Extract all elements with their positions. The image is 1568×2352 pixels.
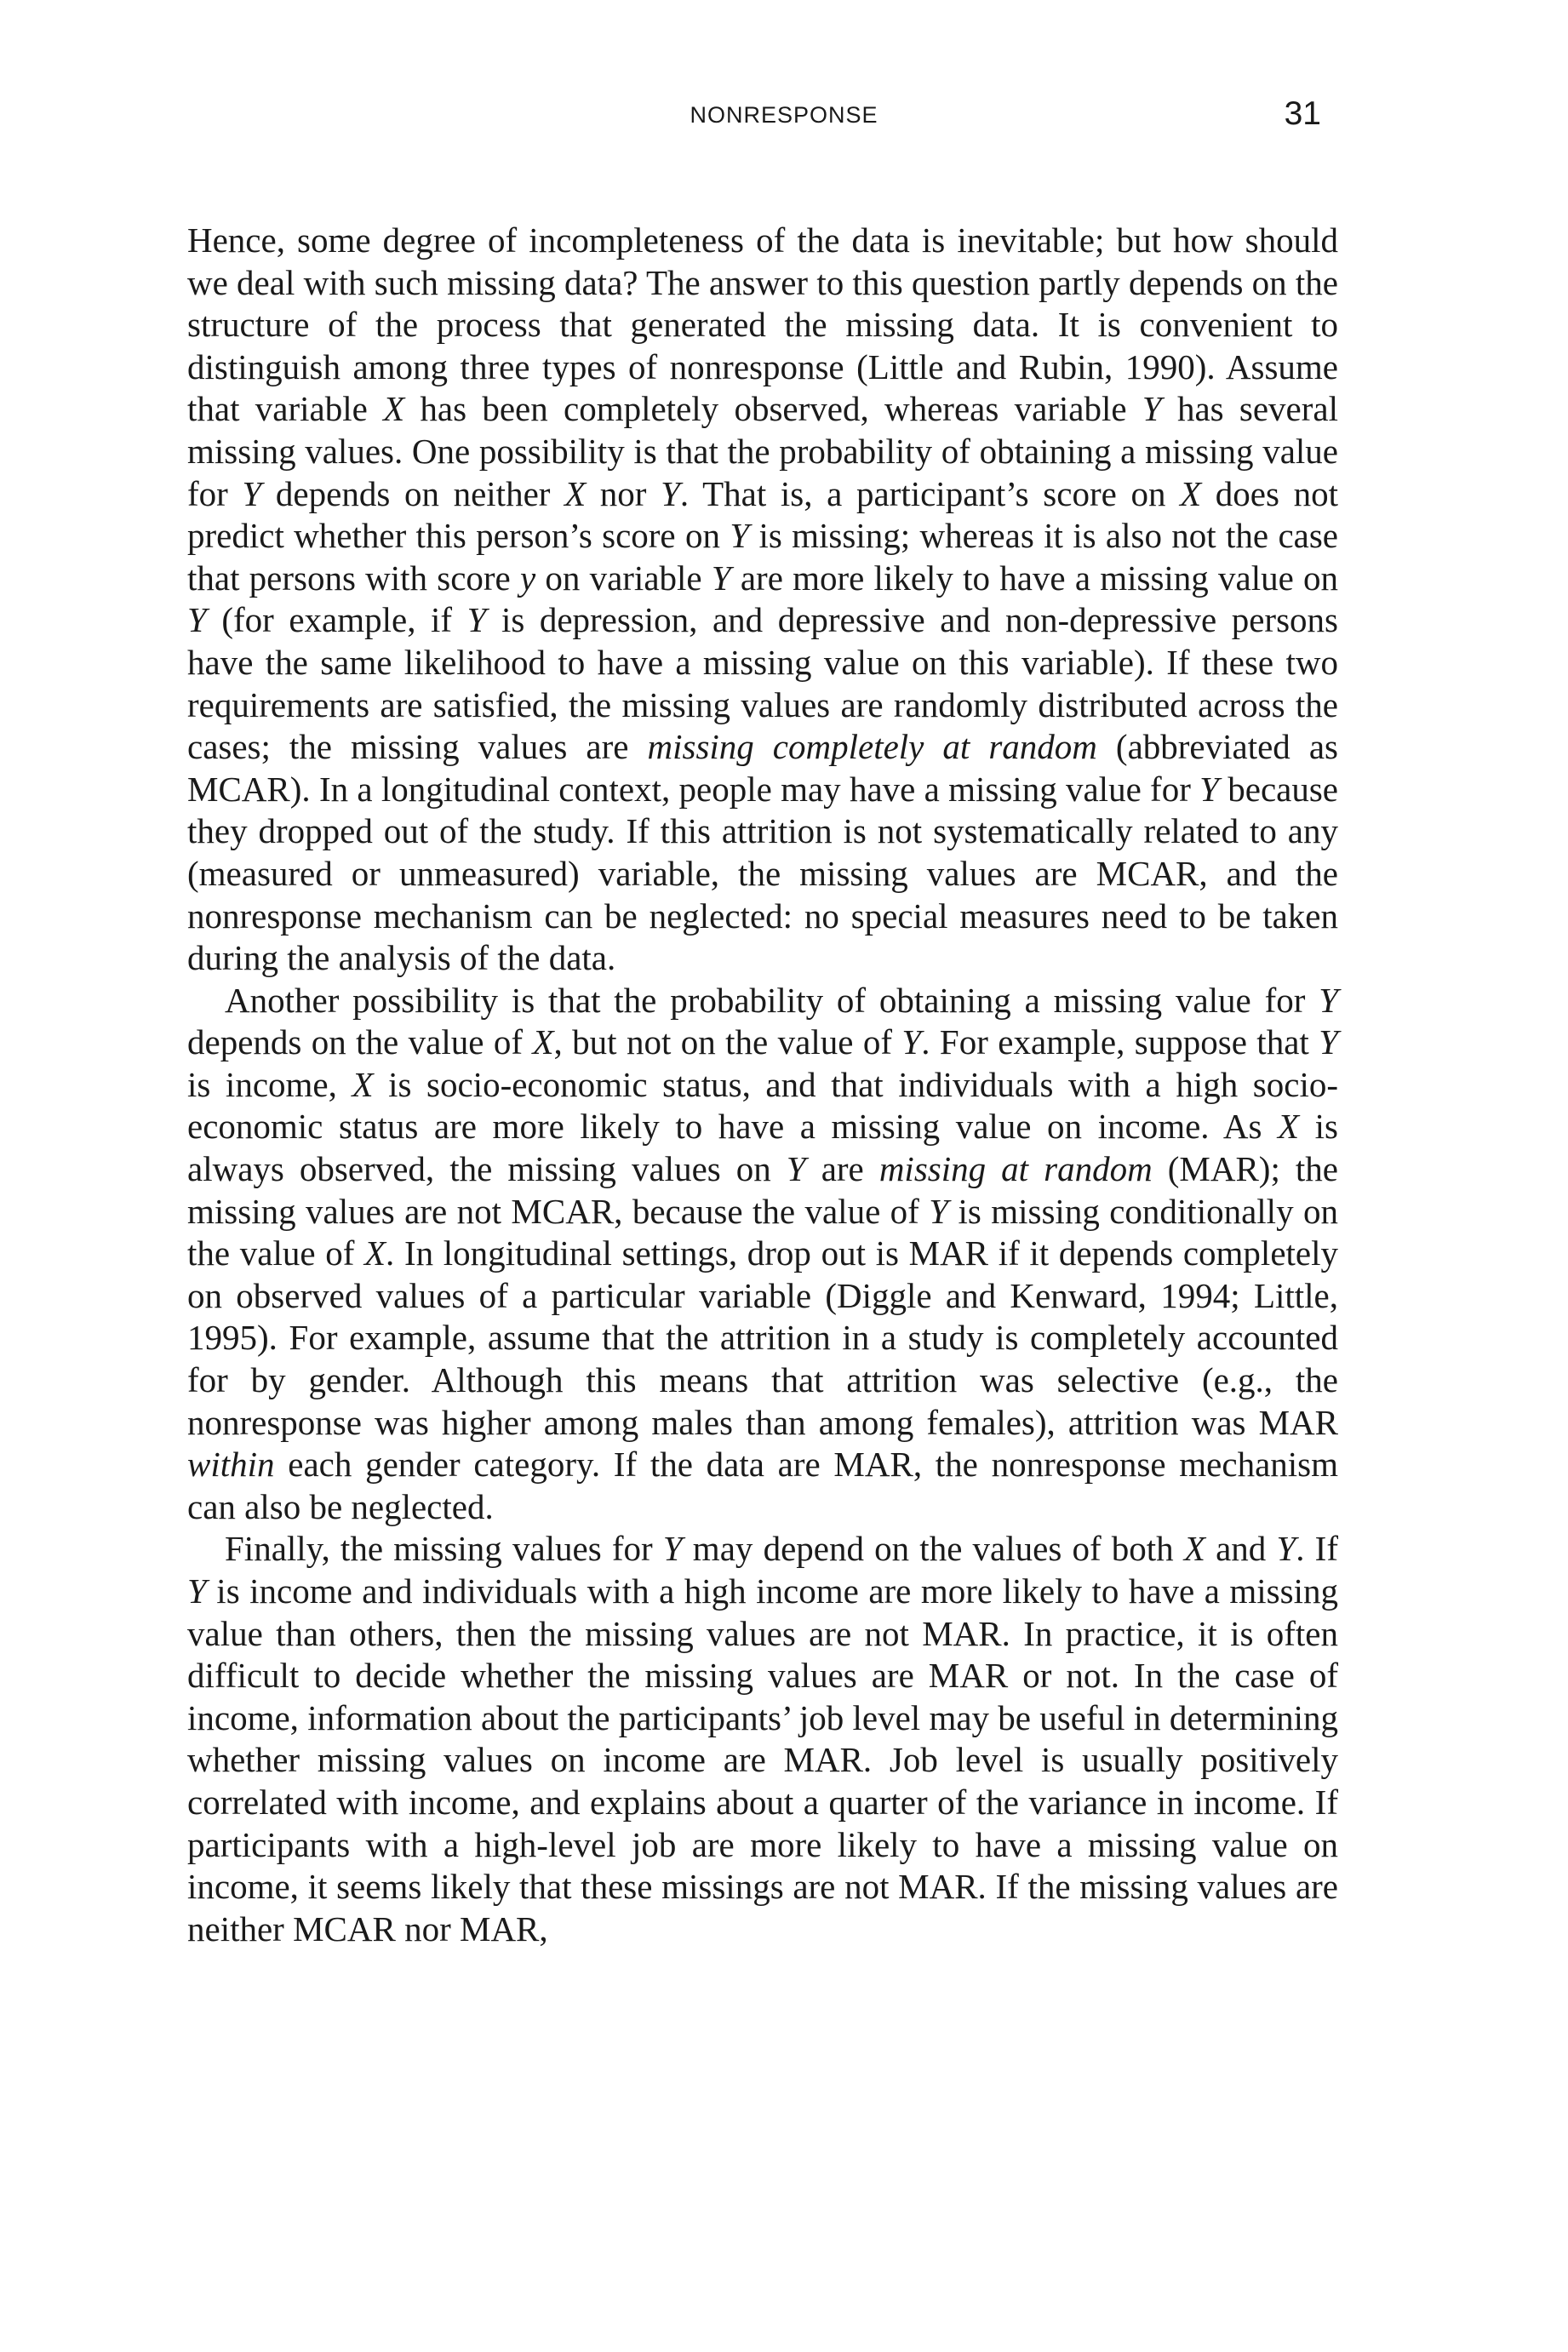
- text-segment: depends on the value of: [187, 1022, 533, 1062]
- text-segment: has several missing values. One possibility is that the probability of obtaining a missing value for: [187, 389, 1338, 513]
- running-title: NONRESPONSE: [690, 102, 878, 128]
- italic-text-segment: Y: [1142, 389, 1162, 429]
- italic-text-segment: Y: [1319, 1022, 1339, 1062]
- italic-text-segment: Y: [662, 1529, 683, 1569]
- italic-text-segment: Y: [730, 516, 750, 556]
- text-segment: Hence, some degree of incompleteness of the data is inevitable; but how should we deal with such missing data? The answer to this question partly depends on the structure of the process that generated the missing data. It is convenient to distinguish among three types of nonresponse (Little and Rubin, 1990). Assume that variable: [187, 220, 1338, 429]
- italic-text-segment: Y: [1319, 980, 1338, 1020]
- italic-text-segment: Y: [786, 1149, 806, 1189]
- text-segment: has been completely observed, whereas variable: [404, 389, 1142, 429]
- text-segment: on variable: [535, 558, 712, 598]
- text-segment: because they dropped out of the study. If this attrition is not systematically related to any (measured or unmeasured) variable, the missing values are MCAR, and the nonresponse mechanism can be neglected: no special measures need to be taken during the analysis of the data.: [187, 769, 1338, 978]
- italic-text-segment: X: [383, 389, 405, 429]
- text-segment: may depend on the values of both: [682, 1529, 1184, 1569]
- italic-text-segment: Y: [901, 1022, 922, 1062]
- italic-text-segment: X: [352, 1064, 374, 1104]
- text-segment: each gender category. If the data are MAR, the nonresponse mechanism can also be neglected.: [187, 1445, 1338, 1526]
- italic-text-segment: Y: [1199, 769, 1219, 809]
- text-segment: is income,: [187, 1064, 352, 1104]
- text-segment: . That is, a participant’s score on: [679, 473, 1181, 513]
- italic-text-segment: X: [532, 1022, 554, 1062]
- italic-text-segment: X: [1183, 1529, 1205, 1569]
- italic-text-segment: X: [364, 1233, 386, 1273]
- text-segment: and: [1205, 1529, 1277, 1569]
- text-segment: does not predict whether this person’s score on: [187, 473, 1339, 556]
- italic-text-segment: X: [564, 473, 587, 513]
- text-segment: Finally, the missing values for: [225, 1529, 663, 1569]
- text-segment: . If: [1296, 1529, 1338, 1569]
- text-segment: Another possibility is that the probability of obtaining a missing value for: [225, 980, 1319, 1020]
- text-segment: is socio-economic status, and that individuals with a high socio-economic status are more likely to have a missing value on income. As: [187, 1064, 1338, 1147]
- running-head: [0, 95, 1568, 146]
- text-segment: are: [805, 1149, 879, 1189]
- page-number: 31: [1284, 95, 1321, 132]
- text-segment: , but not on the value of: [553, 1022, 902, 1062]
- text-segment: nor: [586, 473, 661, 513]
- italic-text-segment: Y: [187, 1571, 207, 1611]
- italic-text-segment: X: [1278, 1107, 1300, 1147]
- italic-text-segment: Y: [242, 473, 262, 513]
- text-segment: (MAR); the missing values are not MCAR, because the value of: [187, 1149, 1338, 1231]
- italic-text-segment: Y: [466, 600, 487, 640]
- text-segment: is income and individuals with a high income are more likely to have a missing value than others, then the missing values are not MAR. In practice, it is often difficult to decide whether the missing values are MAR or not. In the case of income, information about the participants’ job level may be useful in determining whether missing values on income are MAR. Job level is usually positively correlated with income, and explains about a quarter of the variance in income. If participants with a high-level job are more likely to have a missing value on income, it seems likely that these missings are not MAR. If the missing values are neither MCAR nor MAR,: [187, 1571, 1338, 1949]
- text-segment: are more likely to have a missing value on: [730, 558, 1339, 598]
- text-segment: . For example, suppose that: [921, 1022, 1319, 1062]
- italic-text-segment: y: [519, 558, 536, 598]
- paragraph-3: [187, 1528, 1338, 1950]
- paragraph-1: [187, 220, 1338, 980]
- text-segment: is missing conditionally on the value of: [187, 1191, 1338, 1273]
- text-segment: is always observed, the missing values on: [187, 1107, 1338, 1189]
- text-segment: is missing; whereas it is also not the case that persons with score: [187, 516, 1338, 598]
- text-segment: (for example, if: [206, 600, 467, 640]
- text-segment: (abbreviated as MCAR). In a longitudinal context, people may have a missing value for: [187, 727, 1338, 809]
- italic-text-segment: X: [1180, 473, 1202, 513]
- italic-text-segment: Y: [711, 558, 731, 598]
- text-segment: is depression, and depressive and non-depressive persons have the same likelihood to have a missing value on this variable). If these two requirements are satisfied, the missing values are randomly distributed across the cases; the missing values are: [187, 600, 1339, 767]
- text-segment: depends on neither: [261, 473, 565, 513]
- italic-text-segment: missing at random: [878, 1149, 1153, 1189]
- italic-text-segment: within: [187, 1445, 275, 1485]
- body-text: [187, 220, 1338, 1950]
- paragraph-2: [187, 980, 1338, 1529]
- italic-text-segment: missing completely at random: [647, 727, 1097, 767]
- italic-text-segment: Y: [929, 1191, 949, 1231]
- italic-text-segment: Y: [661, 473, 680, 513]
- italic-text-segment: Y: [1276, 1529, 1296, 1569]
- italic-text-segment: Y: [187, 600, 207, 640]
- text-segment: . In longitudinal settings, drop out is MAR if it depends completely on observed values of a particular variable (Diggle and Kenward, 1994; Little, 1995). For example, assume that the attrition in a study is completely accounted for by gender. Although this means that attrition was selective (e.g., the nonresponse was higher among males than among females), attrition was MAR: [187, 1233, 1338, 1442]
